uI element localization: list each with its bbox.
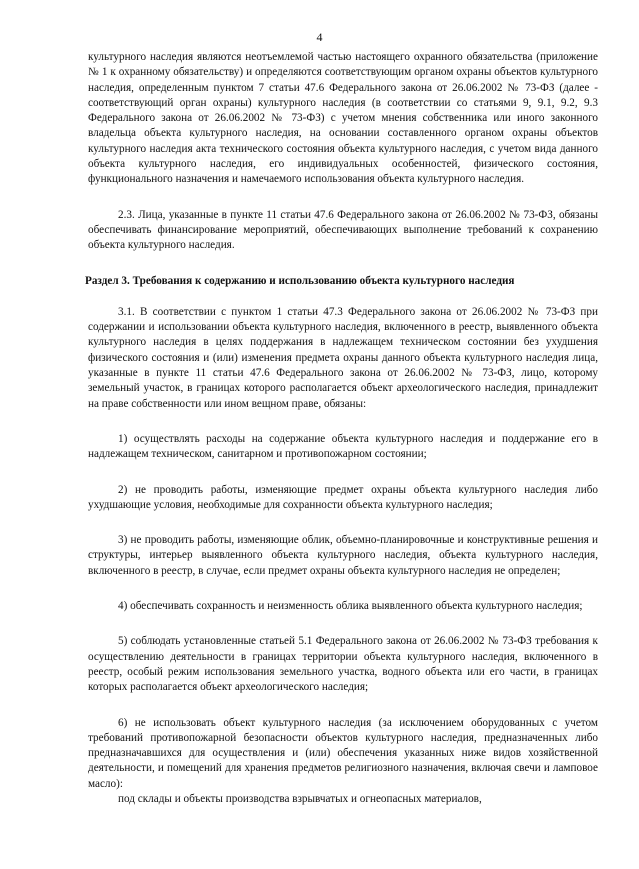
list-item-2: 2) не проводить работы, изменяющие предмет охраны объекта культурного наследия либо ухудшающие условия, необходимые для сохранности объекта культурного наследия; [88,483,598,511]
list-item-5: 5) соблюдать установленные статьей 5.1 Федерального закона от 26.06.2002 № 73-ФЗ требования к осуществлению деятельности в границах территории объекта культурного наследия, включенного в реестр, особый режим использования земельного участка, водного объекта или его части, в границах которых располагается объект археологического наследия; [88,635,598,694]
list-item-4: 4) обеспечивать сохранность и неизменность облика выявленного объекта культурного наследия; [118,600,583,613]
paragraph-2-3: 2.3. Лица, указанные в пункте 11 статьи 47.6 Федерального закона от 26.06.2002 № 73-ФЗ, обязаны обеспечивать финансирование мероприятий, обеспечивающих выполнение требований к сохранению объекта культурного наследия. [88,208,598,252]
list-item-6: 6) не использовать объект культурного наследия (за исключением оборудованных с учетом требований противопожарной безопасности объектов культурного наследия, предназначенных либо предназначавшихся для осуществления и (или) обеспечения указанных ниже видов хозяйственной деятельности, и помещений для хранения предметов религиозного назначения, включая свечи и ламповое масло): [88,716,598,790]
document-body [85,50,598,807]
paragraph-continuation: культурного наследия являются неотъемлемой частью настоящего охранного обязательства (приложение № 1 к охранному обязательству) и определяются соответствующим органом охраны объектов культурного наследия, определенным пунктом 7 статьи 47.6 Федерального закона от 26.06.2002 № 73-ФЗ (далее - соответствующий орган охраны) культурного наследия (в соответствии со статьями 9, 9.1, 9.2, 9.3 Федерального закона от 26.06.2002 № 73-ФЗ) с учетом мнения собственника или иного законного владельца объекта культурного наследия, на основании составленного органом охраны объектов культурного наследия акта технического состояния объекта культурного наследия, с учетом вида данного объекта культурного наследия, его индивидуальных особенностей, физического состояния, функционального назначения и намечаемого использования объекта культурного наследия. [88,51,598,186]
list-item-3: 3) не проводить работы, изменяющие облик, объемно-планировочные и конструктивные решения и структуры, интерьер выявленного объекта культурного наследия, объекта культурного наследия, включенного в реестр, в случае, если предмет охраны объекта культурного наследия не определен; [88,534,598,577]
page-number: 4 [316,30,323,44]
section-3-heading: Раздел 3. Требования к содержанию и использованию объекта культурного наследия [85,274,515,287]
paragraph-3-1: 3.1. В соответствии с пунктом 1 статьи 47.3 Федерального закона от 26.06.2002 № 73-ФЗ при содержании и использовании объекта культурного наследия, включенного в реестр, выявленного объекта культурного наследия в целях поддержания в надлежащем техническом состоянии без ухудшения физического состояния и (или) изменения предмета охраны данного объекта культурного наследия лица, указанные в пункте 11 статьи 47.6 Федерального закона от 26.06.2002 № 73-ФЗ, лицо, которому земельный участок, в границах которого располагается объект археологического наследия, принадлежит на праве собственности или ином вещном праве, обязаны: [88,305,598,410]
list-item-1: 1) осуществлять расходы на содержание объекта культурного наследия и поддержание его в надлежащем техническом, санитарном и противопожарном состоянии; [88,432,598,461]
sub-item-warehouses: под склады и объекты производства взрывчатых и огнеопасных материалов, [118,792,482,805]
